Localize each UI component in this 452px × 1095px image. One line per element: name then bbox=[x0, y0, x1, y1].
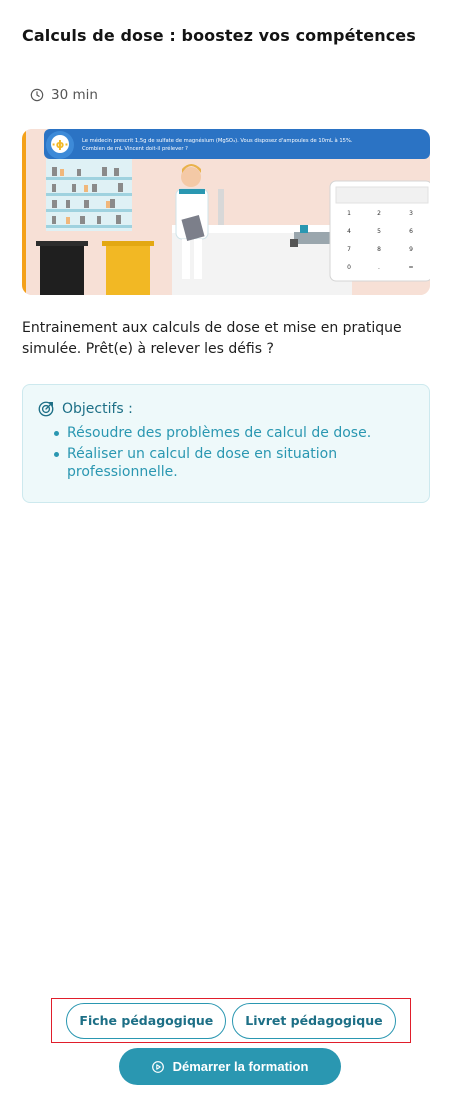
svg-text:Combien de mL Vincent doit-il: Combien de mL Vincent doit-il prélever ? bbox=[82, 146, 188, 152]
svg-text:.: . bbox=[378, 264, 380, 271]
objectives-list bbox=[37, 424, 415, 481]
objective-item: Réaliser un calcul de dose en situation professionnelle. bbox=[53, 445, 415, 481]
svg-text:7: 7 bbox=[347, 246, 351, 253]
play-icon bbox=[152, 1061, 164, 1073]
svg-text:6: 6 bbox=[409, 228, 413, 235]
objectives-title: Objectifs : bbox=[62, 401, 133, 417]
objectives-header bbox=[37, 400, 415, 418]
hero-image bbox=[22, 129, 430, 295]
page-title: Calculs de dose : boostez vos compétences bbox=[22, 26, 416, 45]
objectives-panel bbox=[22, 384, 430, 503]
svg-text:2: 2 bbox=[377, 210, 381, 217]
start-training-button[interactable] bbox=[119, 1048, 341, 1085]
svg-text:1: 1 bbox=[347, 210, 351, 217]
document-buttons-group bbox=[51, 998, 411, 1043]
objective-item: Résoudre des problèmes de calcul de dose. bbox=[53, 424, 415, 442]
svg-text:8: 8 bbox=[377, 246, 381, 253]
svg-text:3: 3 bbox=[409, 210, 413, 217]
duration-label: 30 min bbox=[51, 87, 98, 103]
svg-text:5: 5 bbox=[377, 228, 381, 235]
svg-text:9: 9 bbox=[409, 246, 413, 253]
svg-text:0: 0 bbox=[347, 264, 351, 271]
clock-icon bbox=[30, 88, 44, 102]
svg-text:=: = bbox=[408, 264, 414, 271]
start-training-label: Démarrer la formation bbox=[172, 1059, 309, 1074]
fiche-pedagogique-button[interactable]: Fiche pédagogique bbox=[66, 1003, 226, 1039]
duration bbox=[30, 87, 98, 103]
target-icon bbox=[37, 400, 55, 418]
livret-pedagogique-button[interactable]: Livret pédagogique bbox=[232, 1003, 395, 1039]
course-description: Entrainement aux calculs de dose et mise en pratique simulée. Prêt(e) à relever les défis ? bbox=[22, 320, 402, 357]
svg-text:4: 4 bbox=[347, 228, 351, 235]
svg-text:·ϕ·: ·ϕ· bbox=[51, 138, 69, 151]
svg-text:Le médecin prescrit 1,5g de su: Le médecin prescrit 1,5g de sulfate de magnésium (MgSO₄). Vous disposez d'ampoules de 10mL à 15%. bbox=[82, 138, 353, 144]
